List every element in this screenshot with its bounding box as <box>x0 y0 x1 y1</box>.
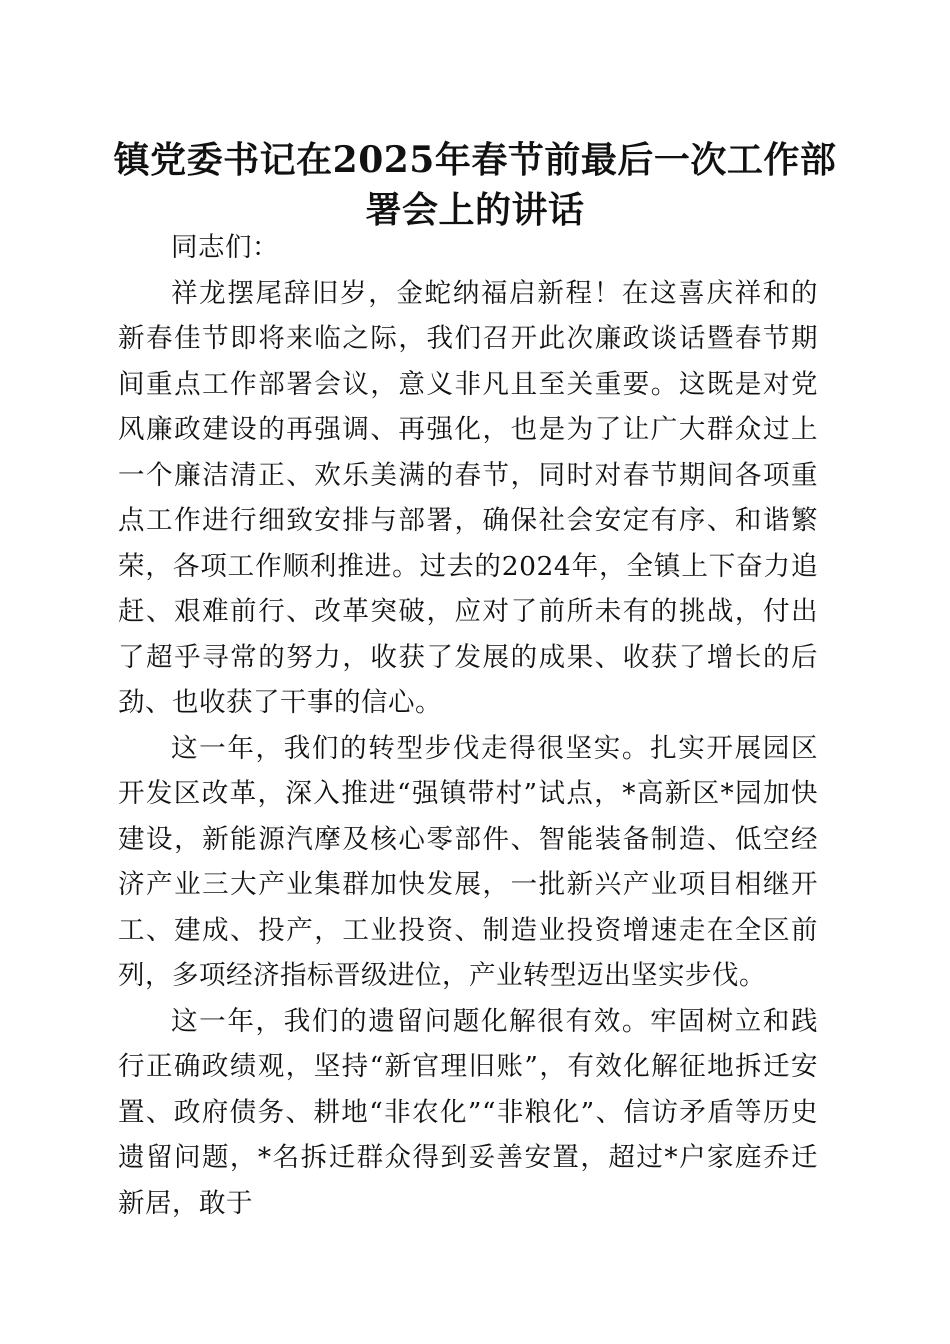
paragraph-1: 祥龙摆尾辞旧岁，金蛇纳福启新程！在这喜庆祥和的新春佳节即将来临之际，我们召开此次廉政谈话暨春节期间重点工作部署会议，意义非凡且至关重要。这既是对党风廉政建设的再强调、再强化，也是为了让广大群众过上一个廉洁清正、欢乐美满的春节，同时对春节期间各项重点工作进行细致安排与部署，确保社会安定有序、和谐繁荣，各项工作顺利推进。过去的2024年，全镇上下奋力追赶、艰难前行、改革突破，应对了前所未有的挑战，付出了超乎寻常的努力，收获了发展的成果、收获了增长的后劲、也收获了干事的信心。 <box>118 277 818 718</box>
document-title <box>110 135 840 235</box>
title-line-1: 镇党委书记在2025年春节前最后一次工作部 <box>113 139 837 181</box>
salutation: 同志们： <box>171 232 279 263</box>
title-line-2: 署会上的讲话 <box>365 189 585 231</box>
document-body <box>118 225 818 1226</box>
paragraph-3: 这一年，我们的遗留问题化解很有效。牢固树立和践行正确政绩观，坚持“新官理旧账”，有效化解征地拆迁安置、政府债务、耕地“非农化”“非粮化”、信访矛盾等历史遗留问题，*名拆迁群众得到妥善安置，超过*户家庭乔迁新居，敢于 <box>118 1005 818 1219</box>
paragraph-2: 这一年，我们的转型步伐走得很坚实。扎实开展园区开发区改革，深入推进“强镇带村”试点，*高新区*园加快建设，新能源汽摩及核心零部件、智能装备制造、低空经济产业三大产业集群加快发展，一批新兴产业项目相继开工、建成、投产，工业投资、制造业投资增速走在全区前列，多项经济指标晋级进位，产业转型迈出坚实步伐。 <box>118 732 818 991</box>
